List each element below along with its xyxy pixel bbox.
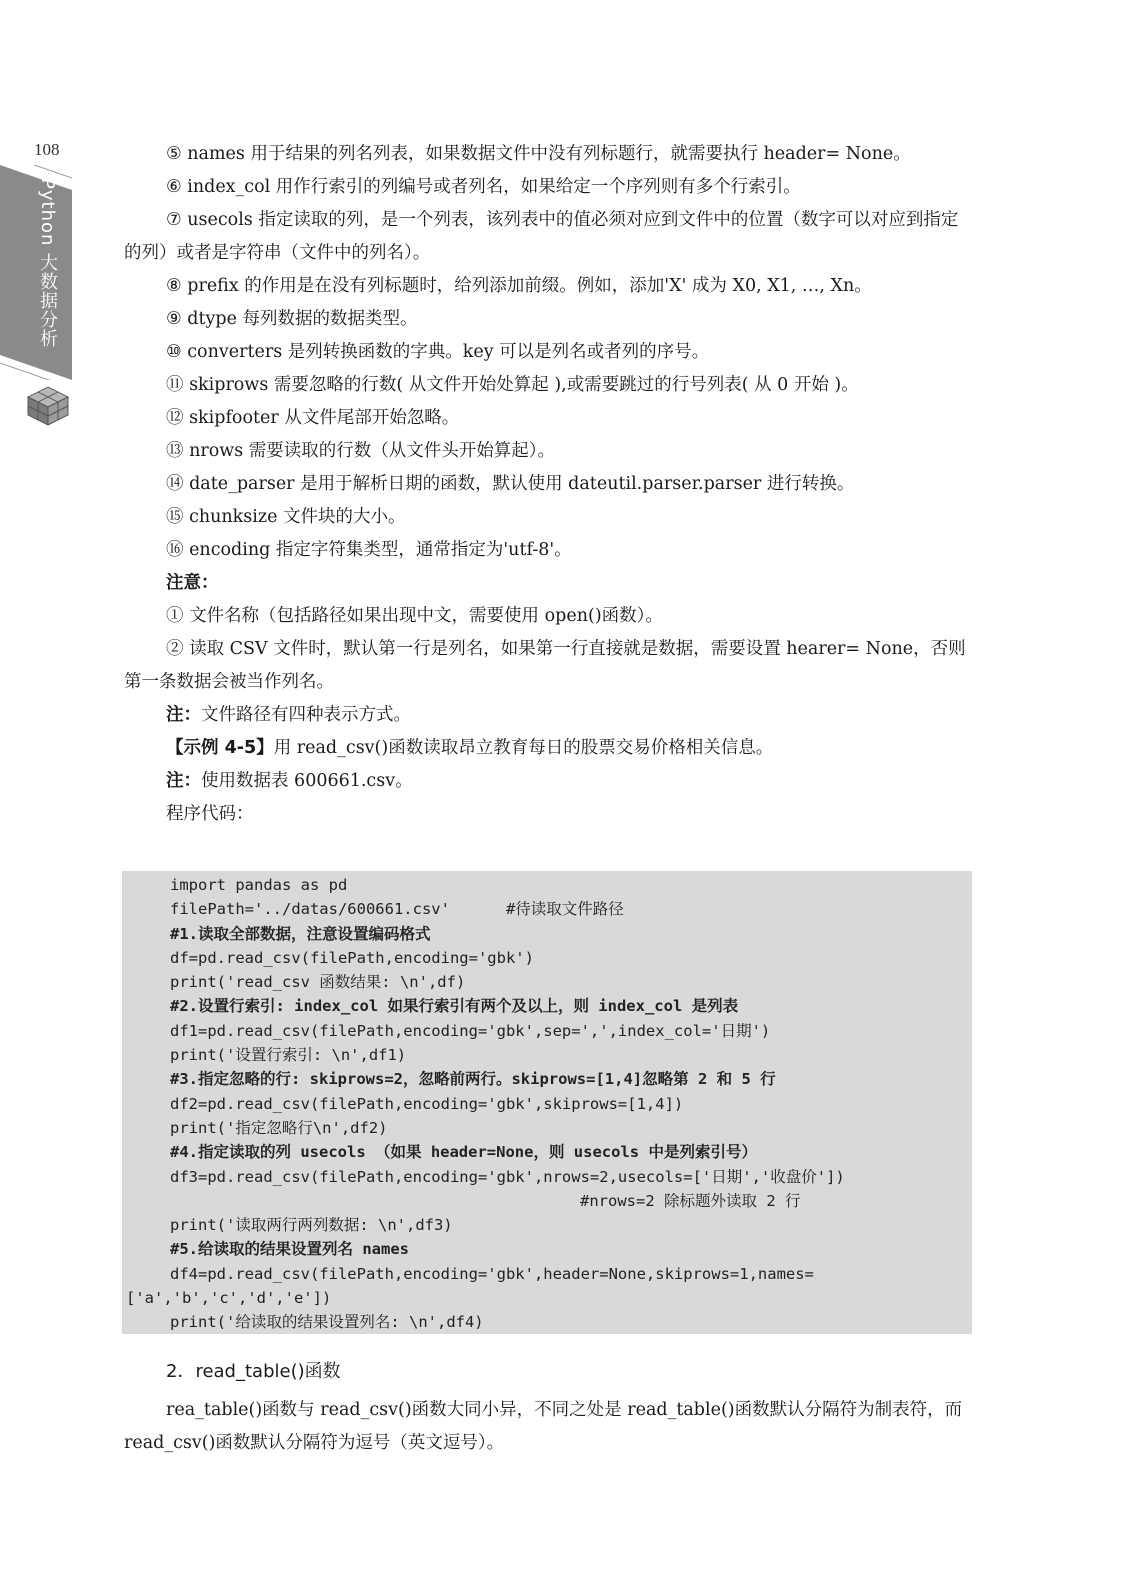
code-line: filePath='../datas/600661.csv' #待读取文件路径 [170,900,624,919]
code-label: 程序代码： [166,804,254,824]
main-content [124,138,970,831]
list-item: ⑧ prefix 的作用是在没有列标题时，给列添加前缀。例如，添加'X' 成为 X0, X1, …, Xn。 [166,276,872,296]
code-line: print('read_csv 函数结果: \n',df) [170,973,466,992]
code-line: df2=pd.read_csv(filePath,encoding='gbk',skiprows=[1,4]) [170,1094,684,1113]
code-comment: #nrows=2 除标题外读取 2 行 [580,1191,801,1210]
example-label: 【示例 4-5】 [166,738,274,758]
cube-logo-icon [26,385,70,431]
note-label: 注： [166,771,201,791]
list-item: ⑩ converters 是列转换函数的字典。key 可以是列名或者列的序号。 [166,342,710,362]
side-title: Python 大数据分析 [37,178,58,349]
note-item: ② 读取 CSV 文件时，默认第一行是列名，如果第一行直接就是数据，需要设置 hearer= None，否则第一条数据会被当作列名。 [124,639,966,692]
code-line: print('读取两行两列数据: \n',df3) [170,1216,453,1235]
code-comment: #2.设置行索引: index_col 如果行索引有两个及以上，则 index_col 是列表 [170,997,739,1016]
list-item: ⑫ skipfooter 从文件尾部开始忽略。 [166,408,460,428]
code-line: ['a','b','c','d','e']) [126,1289,332,1308]
note-line [124,699,970,732]
list-item: ⑬ nrows 需要读取的行数（从文件头开始算起）。 [166,441,556,461]
note-heading [124,567,970,600]
list-item: ⑦ usecols 指定读取的列，是一个列表，该列表中的值必须对应到文件中的位置（数字可以对应到指定的列）或者是字符串（文件中的列名）。 [124,210,959,263]
list-item: ⑨ dtype 每列数据的数据类型。 [166,309,418,329]
note-line [124,765,970,798]
list-item: ⑯ encoding 指定字符集类型，通常指定为'utf-8'。 [166,540,572,560]
list-item: ⑥ index_col 用作行索引的列编号或者列名，如果给定一个序列则有多个行索引。 [166,177,801,197]
note-item: ① 文件名称（包括路径如果出现中文，需要使用 open()函数）。 [166,606,663,626]
code-line: import pandas as pd [170,876,348,894]
list-item: ⑮ chunksize 文件块的大小。 [166,507,406,527]
list-item: ⑪ skiprows 需要忽略的行数( 从文件开始处算起 ),或需要跳过的行号列表( 从 0 开始 )。 [166,375,859,395]
note-label: 注： [166,705,201,725]
code-line: print('设置行索引: \n',df1) [170,1046,407,1065]
code-line: df1=pd.read_csv(filePath,encoding='gbk',sep=',',index_col='日期') [170,1021,771,1040]
section-heading: 2．read_table()函数 [166,1361,341,1382]
code-line: df=pd.read_csv(filePath,encoding='gbk') [170,948,534,967]
code-comment: #4.指定读取的列 usecols （如果 header=None，则 usecols 中是列索引号） [170,1143,757,1162]
example-text: 用 read_csv()函数读取昂立教育每日的股票交易价格相关信息。 [273,738,774,758]
section-body [124,1394,970,1460]
code-comment: #1.读取全部数据，注意设置编码格式 [170,924,431,943]
note-text: 文件路径有四种表示方式。 [201,705,411,725]
code-comment: #3.指定忽略的行: skiprows=2，忽略前两行。skiprows=[1,4]忽略第 2 和 5 行 [170,1070,776,1089]
page-number: 108 [34,140,60,159]
note-label: 注意： [166,573,219,593]
code-comment: #5.给读取的结果设置列名 names [170,1240,409,1259]
list-item: ⑤ names 用于结果的列名列表，如果数据文件中没有列标题行，就需要执行 header= None。 [166,144,911,164]
code-line: print('给读取的结果设置列名: \n',df4) [170,1313,484,1332]
code-line: df3=pd.read_csv(filePath,encoding='gbk',nrows=2,usecols=['日期','收盘价']) [170,1167,845,1186]
code-block [122,871,972,1334]
list-item: ⑭ date_parser 是用于解析日期的函数，默认使用 dateutil.parser.parser 进行转换。 [166,474,855,494]
note-text: 使用数据表 600661.csv。 [201,771,413,791]
code-line: df4=pd.read_csv(filePath,encoding='gbk',header=None,skiprows=1,names= [170,1264,814,1283]
section-paragraph: rea_table()函数与 read_csv()函数大同小异，不同之处是 read_table()函数默认分隔符为制表符，而 read_csv()函数默认分隔符为逗号（英文逗号）。 [124,1400,963,1453]
code-line: print('指定忽略行\n',df2) [170,1118,388,1137]
example-line [124,732,970,765]
